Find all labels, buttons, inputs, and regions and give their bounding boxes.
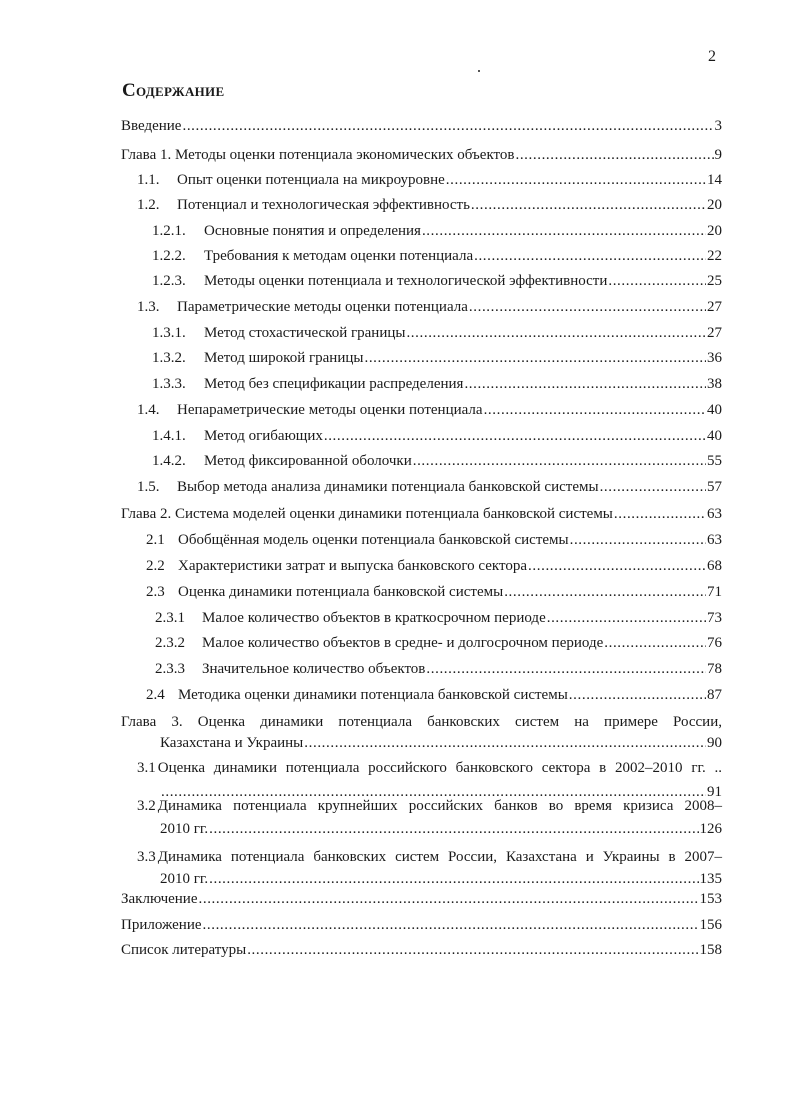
- toc-entry-title: Требования к методам оценки потенциала: [204, 248, 474, 264]
- dot-leader: [600, 478, 706, 496]
- toc-entry[interactable]: [137, 401, 722, 419]
- toc-entry[interactable]: [155, 660, 722, 678]
- toc-entry-number: 2.4: [146, 687, 165, 703]
- scan-speck: [478, 70, 480, 72]
- toc-entry[interactable]: [121, 146, 722, 164]
- toc-entry[interactable]: [152, 324, 722, 342]
- toc-entry-page: 126: [699, 821, 722, 837]
- toc-entry-title-continued: Казахстана и Украины: [160, 735, 304, 751]
- dot-leader: [614, 505, 706, 523]
- toc-entry-page: 27: [707, 299, 722, 315]
- dot-leader: [608, 272, 706, 290]
- toc-heading: [122, 80, 224, 102]
- toc-entry-title: Оценка динамики потенциала банковской системы: [178, 584, 504, 600]
- toc-entry-number: 2.3: [146, 584, 165, 600]
- toc-entry-title: Параметрические методы оценки потенциала: [177, 299, 468, 315]
- toc-entry-page: 63: [707, 506, 722, 522]
- toc-entry[interactable]: [152, 452, 722, 470]
- toc-entry-title: Опыт оценки потенциала на микроуровне: [177, 172, 445, 188]
- toc-entry-title: Значительное количество объектов: [202, 661, 426, 677]
- toc-entry-number: 1.3.: [137, 299, 160, 315]
- toc-entry[interactable]: [152, 272, 722, 290]
- dot-leader: [484, 401, 706, 419]
- toc-entry[interactable]: [155, 609, 722, 627]
- toc-entry[interactable]: [152, 375, 722, 393]
- toc-entry[interactable]: [160, 734, 722, 752]
- toc-entry-page: 135: [699, 871, 722, 887]
- toc-entry-page: 38: [707, 376, 722, 392]
- toc-entry-title: Динамика потенциала крупнейших российских банков во время кризиса 2008–: [157, 798, 722, 814]
- toc-entry-number: 1.3.3.: [152, 376, 186, 392]
- toc-entry[interactable]: [160, 820, 722, 838]
- toc-entry-page: 158: [699, 942, 722, 958]
- page-number: 2: [708, 48, 716, 65]
- dot-leader: [469, 298, 706, 316]
- toc-entry-title: Приложение: [121, 917, 202, 933]
- toc-entry-title: Метод фиксированной оболочки: [204, 453, 412, 469]
- toc-entry-title: Методы оценки потенциала и технологической эффективности: [204, 273, 608, 289]
- toc-entry-page: 3: [714, 118, 722, 134]
- toc-entry-page: 87: [707, 687, 722, 703]
- toc-entry-page: 20: [707, 197, 722, 213]
- toc-entry[interactable]: [137, 298, 722, 316]
- toc-entry[interactable]: [146, 583, 722, 601]
- dot-leader: [304, 734, 706, 752]
- dot-leader: [324, 427, 706, 445]
- toc-entry[interactable]: [137, 196, 722, 214]
- toc-entry-page: 40: [707, 402, 722, 418]
- dot-leader: [199, 890, 699, 908]
- toc-entry-page: 22: [707, 248, 722, 264]
- dot-leader: [569, 686, 706, 704]
- toc-entry-title-continued: 2010 гг.: [160, 821, 209, 837]
- toc-entry-page: 27: [707, 325, 722, 341]
- toc-entry-page: 153: [699, 891, 722, 907]
- dot-leader: [570, 531, 706, 549]
- toc-entry-title: Методика оценки динамики потенциала банковской системы: [178, 687, 568, 703]
- toc-entry-page: 91: [707, 784, 722, 800]
- toc-entry[interactable]: [146, 686, 722, 704]
- toc-entry-number: 3.1: [137, 760, 156, 776]
- toc-entry-page: 68: [707, 558, 722, 574]
- toc-entry[interactable]: [121, 941, 722, 959]
- toc-entry[interactable]: [137, 478, 722, 496]
- toc-entry-title: Глава 3. Оценка динамики потенциала банковских систем на примере России,: [121, 714, 722, 730]
- toc-entry-title: Малое количество объектов в краткосрочном периоде: [202, 610, 546, 626]
- toc-entry-number: 3.2: [137, 798, 156, 814]
- toc-entry-number: 2.3.1: [155, 610, 185, 626]
- toc-entry-title: Глава 1. Методы оценки потенциала экономических объектов: [121, 147, 515, 163]
- toc-entry-title: Метод стохастической границы: [204, 325, 406, 341]
- toc-entry-page: 20: [707, 223, 722, 239]
- toc-entry-number: 1.2.3.: [152, 273, 186, 289]
- dot-leader: [413, 452, 706, 470]
- toc-entry-page: 36: [707, 350, 722, 366]
- toc-entry-number: 1.4.: [137, 402, 160, 418]
- toc-entry-number: 2.3.3: [155, 661, 185, 677]
- dot-leader: [422, 222, 706, 240]
- toc-entry-title: Характеристики затрат и выпуска банковского сектора: [178, 558, 528, 574]
- toc-entry-title: Динамика потенциала банковских систем России, Казахстана и Украины в 2007–: [157, 849, 722, 865]
- toc-entry-title: Малое количество объектов в средне- и долгосрочном периоде: [202, 635, 604, 651]
- toc-entry[interactable]: [121, 890, 722, 908]
- toc-entry-title: Введение: [121, 118, 182, 134]
- toc-entry-page: 9: [714, 147, 722, 163]
- toc-entry-title: Глава 2. Система моделей оценки динамики потенциала банковской системы: [121, 506, 613, 522]
- dot-leader: [547, 609, 706, 627]
- toc-heading-text: Содержание: [122, 80, 225, 101]
- dot-leader: [209, 820, 698, 838]
- dot-leader: [209, 870, 698, 888]
- toc-entry-page: 63: [707, 532, 722, 548]
- toc-entry-number: 1.3.2.: [152, 350, 186, 366]
- dot-leader: [515, 146, 713, 164]
- toc-entry-page: 73: [707, 610, 722, 626]
- toc-entry[interactable]: [146, 531, 722, 549]
- toc-entry-line[interactable]: [137, 759, 722, 777]
- toc-entry[interactable]: [152, 247, 722, 265]
- toc-entry-number: 2.3.2: [155, 635, 185, 651]
- toc-entry-page: 55: [707, 453, 722, 469]
- toc-entry-page: 57: [707, 479, 722, 495]
- dot-leader: [426, 660, 706, 678]
- toc-entry-title: Обобщённая модель оценки потенциала банковской системы: [178, 532, 569, 548]
- dot-leader: [474, 247, 706, 265]
- toc-entry-number: 1.1.: [137, 172, 160, 188]
- toc-entry-number: 2.1: [146, 532, 165, 548]
- toc-entry[interactable]: [137, 171, 722, 189]
- toc-entry[interactable]: [160, 870, 722, 888]
- toc-entry[interactable]: [121, 916, 722, 934]
- toc-entry-page: 71: [707, 584, 722, 600]
- toc-entry-number: 1.4.1.: [152, 428, 186, 444]
- toc-entry-number: 2.2: [146, 558, 165, 574]
- toc-entry-page: 40: [707, 428, 722, 444]
- toc-entry-title: Основные понятия и определения: [204, 223, 421, 239]
- dot-leader: [203, 916, 699, 934]
- toc-entry-page: 78: [707, 661, 722, 677]
- toc-entry-title: Список литературы: [121, 942, 247, 958]
- toc-entry-page: 25: [707, 273, 722, 289]
- dot-leader: [446, 171, 706, 189]
- toc-entry-title: Оценка динамики потенциала российского банковского сектора в 2002–2010 гг. ..: [157, 760, 722, 776]
- toc-entry[interactable]: [155, 634, 722, 652]
- dot-leader: [182, 117, 713, 135]
- toc-entry-number: 1.2.1.: [152, 223, 186, 239]
- dot-leader: [406, 324, 706, 342]
- toc-entry-title: Метод огибающих: [204, 428, 323, 444]
- toc-entry-line[interactable]: [121, 713, 722, 731]
- dot-leader: [504, 583, 706, 601]
- dot-leader: [464, 375, 706, 393]
- toc-entry-title-continued: 2010 гг.: [160, 871, 209, 887]
- toc-entry[interactable]: [152, 349, 722, 367]
- toc-entry-page: 76: [707, 635, 722, 651]
- toc-entry-page: 156: [699, 917, 722, 933]
- toc-entry-title: Метод без спецификации распределения: [204, 376, 464, 392]
- toc-entry[interactable]: [121, 505, 722, 523]
- toc-entry-page: 14: [707, 172, 722, 188]
- toc-entry[interactable]: [121, 117, 722, 135]
- toc-entry[interactable]: [146, 557, 722, 575]
- toc-entry-number: 1.4.2.: [152, 453, 186, 469]
- toc-entry[interactable]: [152, 427, 722, 445]
- toc-entry-page: 90: [707, 735, 722, 751]
- dot-leader: [247, 941, 698, 959]
- toc-entry[interactable]: [152, 222, 722, 240]
- toc-entry-number: 1.2.: [137, 197, 160, 213]
- toc-entry-title: Метод широкой границы: [204, 350, 364, 366]
- toc-entry-title: Выбор метода анализа динамики потенциала банковской системы: [177, 479, 599, 495]
- toc-entry-number: 3.3: [137, 849, 156, 865]
- toc-entry-number: 1.2.2.: [152, 248, 186, 264]
- dot-leader: [528, 557, 706, 575]
- toc-entry-line[interactable]: [137, 797, 722, 815]
- toc-entry-title: Заключение: [121, 891, 198, 907]
- dot-leader: [364, 349, 706, 367]
- toc-entry-title: Непараметрические методы оценки потенциала: [177, 402, 483, 418]
- dot-leader: [471, 196, 706, 214]
- toc-entry-number: 1.5.: [137, 479, 160, 495]
- toc-entry-title: Потенциал и технологическая эффективность: [177, 197, 470, 213]
- toc-entry-line[interactable]: [137, 848, 722, 866]
- toc-entry-number: 1.3.1.: [152, 325, 186, 341]
- dot-leader: [604, 634, 706, 652]
